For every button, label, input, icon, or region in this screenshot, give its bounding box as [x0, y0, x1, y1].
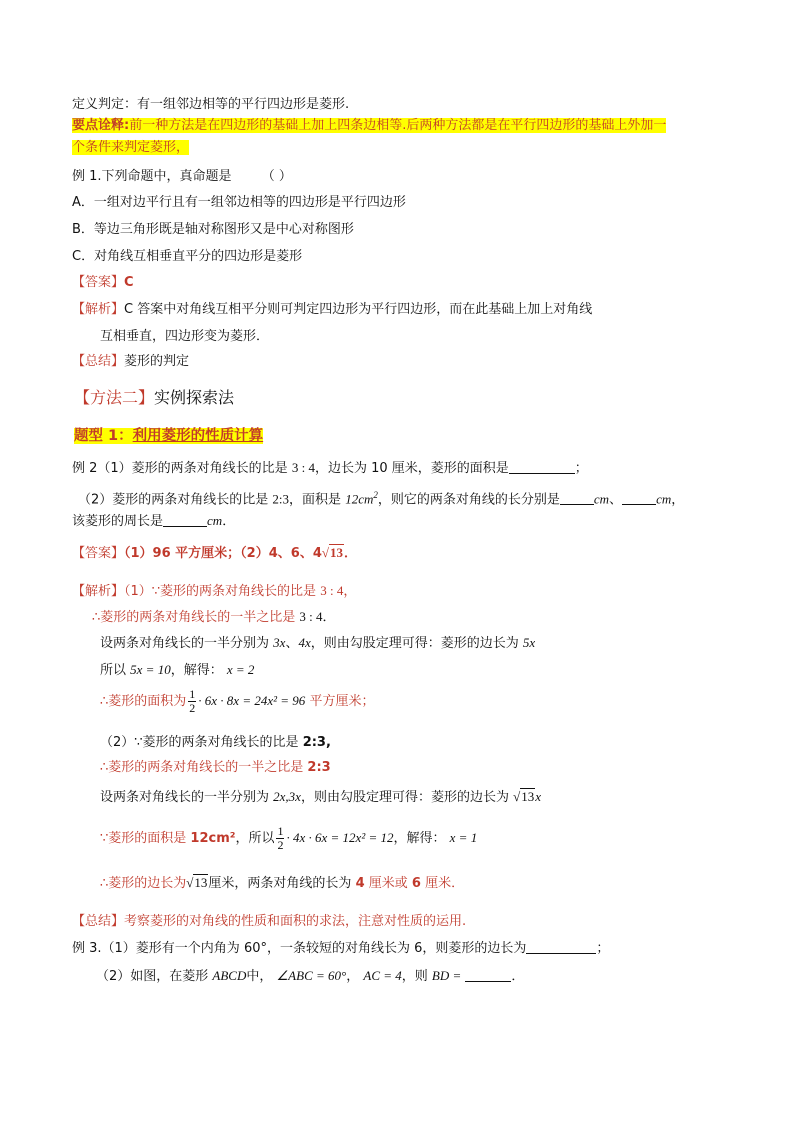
- ex2-a2-3c: ，则由勾股定理可得：菱形的边长为: [300, 790, 509, 805]
- ex2-a2-3-radicand: 13: [521, 789, 535, 804]
- ex2-a2-2a: ∴菱形的两条对角线长的一半之比是: [100, 760, 304, 775]
- ex2-analysis-1-5: [100, 686, 374, 717]
- ex1-option-a-text: A．一组对边平行且有一组邻边相等的四边形是平行四边形: [72, 195, 406, 210]
- method-two-heading: [74, 386, 234, 410]
- ex2-q2-prefix: （2）菱形的两条对角线长的比是: [78, 492, 269, 508]
- ex2-a1-3c: 、: [285, 636, 299, 651]
- type-one-heading: [74, 425, 263, 447]
- fraction-numerator: 1: [277, 824, 284, 838]
- ex2-a2-4-fraction: [276, 825, 284, 852]
- ex2-a2-5c: 厘米，两条对角线的长为: [208, 876, 352, 891]
- ex2-a1-3b: 3x: [273, 635, 286, 650]
- ex3-q1-text: 例 3.（1）菱形有一个内角为 60°，一条较短的对角线长为 6，则菱形的边长为: [72, 941, 527, 956]
- ex2-q2-period: ．: [222, 514, 236, 529]
- ex2-a2-4e: ，解得：: [393, 831, 446, 846]
- ex2-q2-area-exponent: 2: [373, 490, 378, 500]
- ex2-a1-4b: 5x = 10: [130, 662, 171, 677]
- answer-label: 【答案】: [72, 546, 125, 561]
- ex2-a2-4d: · 4x · 6x = 12x² = 12: [286, 830, 394, 845]
- method-two-title: 实例探索法: [154, 388, 235, 407]
- ex2-q1-prefix: 例 2（1）菱形的两条对角线长的比是: [72, 461, 288, 476]
- ex2-answer-sqrt: √13: [321, 545, 344, 560]
- ex2-q2: [78, 485, 684, 510]
- ex2-a2-4a: ∵菱形的面积是: [100, 831, 187, 846]
- ex2-a1-5a: ∴菱形的面积为: [100, 694, 187, 709]
- ex3-q1-blank: [526, 939, 596, 954]
- ex3-q2c: 中，: [246, 969, 273, 984]
- ex1-answer-paren: （ ）: [261, 169, 292, 184]
- ex2-a1-2a: ∴菱形的两条对角线长的一半之比是: [92, 610, 296, 625]
- ex1-answer: [72, 273, 134, 293]
- ex2-a1-3f: 5x: [522, 635, 536, 650]
- analysis-label: 【解析】: [72, 302, 125, 317]
- ex2-a1-5c: 平方厘米；: [309, 694, 375, 709]
- ex2-a1-3d: 4x: [298, 635, 311, 650]
- ex2-analysis-2-4: [100, 823, 477, 854]
- analysis-label: 【解析】: [72, 584, 125, 599]
- method-two-bracket: 【方法二】: [74, 388, 155, 407]
- ex3-q1: [72, 939, 609, 959]
- ex2-a2-5a: ∴菱形的边长为: [100, 876, 187, 891]
- ex2-q2-blank-3: [163, 512, 207, 527]
- ex1-option-b: [72, 220, 354, 240]
- ex2-a1-4d: x = 2: [226, 662, 255, 677]
- ex2-a2-1b: 2:3,: [302, 735, 331, 750]
- ex2-summary: [72, 912, 466, 932]
- summary-text: 菱形的判定: [124, 354, 190, 369]
- ex1-analysis-2: [100, 327, 269, 347]
- ex2-q1-blank: [509, 459, 575, 474]
- ex2-q2-unit-2: cm: [656, 491, 672, 507]
- ex2-analysis-1-1: [72, 581, 356, 602]
- ex2-a2-5-radicand: 13: [194, 875, 208, 890]
- fraction-denominator: 2: [277, 838, 284, 852]
- ex1-option-a: [72, 193, 406, 213]
- ex2-analysis-2-1: [100, 733, 331, 753]
- ex2-a2-2b: 2:3: [307, 760, 331, 775]
- key-point-label: 要点诠释:: [72, 118, 130, 133]
- ex2-q2-line2: [72, 511, 235, 532]
- ex2-q1-end: ；: [574, 461, 588, 476]
- ex3-q2i: ．: [511, 969, 525, 984]
- ex2-a1-1a: （1）∵菱形的两条对角线长的比是: [124, 584, 317, 599]
- definition-line: [72, 95, 349, 115]
- ex3-q2e: ，: [346, 969, 360, 984]
- ex2-a2-5g: 厘米．: [425, 876, 465, 891]
- ex2-a2-4b: 12cm²: [190, 831, 236, 846]
- ex1-summary: [72, 352, 189, 372]
- key-point-text-2: 个条件来判定菱形，: [72, 140, 190, 155]
- ex2-q1: [72, 458, 588, 479]
- ex3-q2d: ∠ABC = 60°: [276, 968, 347, 983]
- ex2-q2-perimeter-text: 该菱形的周长是: [72, 514, 164, 529]
- fraction-numerator: 1: [189, 687, 196, 701]
- analysis-text-1: C 答案中对角线互相平分则可判定四边形为平行四边形，而在此基础上加上对角线: [124, 302, 593, 317]
- ex2-analysis-1-2: [92, 607, 336, 628]
- ex1-analysis-1: [72, 300, 592, 320]
- ex2-q2-unit-1: cm: [593, 491, 610, 507]
- ex2-analysis-1-4: [100, 660, 254, 681]
- ex2-q2-blank-1: [560, 490, 594, 505]
- ex2-a1-4a: 所以: [100, 663, 127, 678]
- fraction-denominator: 2: [189, 701, 196, 715]
- ex3-q2-blank: [465, 967, 511, 982]
- ex2-q2-blank-2: [622, 490, 656, 505]
- ex2-a2-3e: x: [535, 789, 542, 804]
- ex2-a2-4f: x = 1: [449, 830, 478, 845]
- ex2-q2-area: 12cm: [345, 491, 374, 507]
- ex1-question-text: 例 1.下列命题中，真命题是: [72, 169, 232, 184]
- ex2-answer-radicand: 13: [330, 545, 344, 560]
- ex2-a1-3e: ，则由勾股定理可得：菱形的边长为: [310, 636, 519, 651]
- ex2-a2-5d: 4: [355, 876, 365, 891]
- ex2-a2-4c: ，所以: [235, 831, 275, 846]
- ex2-q1-mid: ，边长为 10 厘米，菱形的面积是: [314, 461, 509, 476]
- ex3-q2b: ABCD: [212, 968, 247, 983]
- ex1-question: [72, 167, 292, 187]
- key-point-line-2: [72, 138, 189, 158]
- ex2-analysis-2-2: [100, 758, 331, 778]
- definition-text: 定义判定：有一组邻边相等的平行四边形是菱形.: [72, 97, 350, 112]
- ex2-a2-3-sqrt: √13: [513, 789, 535, 804]
- key-point-line-1: [72, 116, 666, 136]
- answer-value: C: [124, 275, 134, 290]
- ex2-a1-2b: 3 : 4: [299, 609, 323, 624]
- ex2-answer-text: （1）96 平方厘米；（2）4、6、4: [124, 546, 322, 561]
- summary-label: 【总结】: [72, 354, 125, 369]
- ex3-q2f: AC = 4: [363, 968, 402, 983]
- ex2-q2-end: ，: [671, 492, 685, 508]
- ex2-summary-text: 考察菱形的对角线的性质和面积的求法，注意对性质的运用.: [124, 914, 467, 929]
- ex1-option-c-text: C．对角线互相垂直平分的四边形是菱形: [72, 249, 303, 264]
- ex2-q2-ratio: 2:3: [272, 491, 290, 507]
- ex2-q2-mid2: ，则它的两条对角线的长分别是: [377, 492, 560, 508]
- ex3-q2a: （2）如图，在菱形: [96, 969, 209, 984]
- ex2-a2-5f: 6: [411, 876, 421, 891]
- ex2-a1-3a: 设两条对角线长的一半分别为: [100, 636, 270, 651]
- ex2-a1-2c: ．: [322, 610, 336, 625]
- ex2-a2-1a: （2）∵菱形的两条对角线长的比是: [100, 735, 299, 750]
- ex2-a1-1c: ，: [343, 584, 357, 599]
- ex2-analysis-2-5: [100, 873, 464, 894]
- ex2-q2-unit-3: cm: [207, 513, 223, 528]
- ex2-a1-5-fraction: [188, 688, 196, 715]
- ex2-a1-4c: ，解得：: [170, 663, 223, 678]
- ex2-a1-5b: · 6x · 8x = 24x² = 96: [198, 693, 306, 708]
- ex2-a2-5-sqrt: √13: [186, 875, 208, 890]
- type-one-prefix: 题型 1：: [74, 428, 133, 444]
- ex2-a2-5e: 厘米或: [368, 876, 408, 891]
- ex2-q2-mid: ，面积是: [289, 492, 342, 508]
- ex1-option-c: [72, 247, 302, 267]
- summary-label: 【总结】: [72, 914, 125, 929]
- ex2-analysis-2-3: [100, 787, 541, 808]
- ex2-q1-ratio: 3 : 4: [291, 460, 315, 475]
- ex3-q2: [96, 966, 524, 987]
- ex2-answer: 【答案】（1）96 平方厘米；（2）4、6、4√13．: [72, 545, 358, 561]
- ex1-option-b-text: B．等边三角形既是轴对称图形又是中心对称图形: [72, 222, 354, 237]
- analysis-text-2: 互相垂直，四边形变为菱形．: [100, 329, 270, 344]
- ex2-a2-3a: 设两条对角线长的一半分别为: [100, 790, 270, 805]
- ex2-q2-sep: 、: [609, 492, 623, 508]
- ex2-a1-1b: 3 : 4: [320, 583, 344, 598]
- ex2-analysis-1-3: [100, 633, 535, 654]
- ex3-q1-end: ；: [596, 941, 610, 956]
- key-point-text-1: 前一种方法是在四边形的基础上加上四条边相等.后两种方法都是在平行四边形的基础上外加一: [129, 118, 667, 133]
- ex3-q2h: BD =: [431, 968, 462, 983]
- ex2-a2-3b: 2x,3x: [273, 789, 301, 804]
- answer-label: 【答案】: [72, 275, 125, 290]
- ex3-q2g: ，则: [401, 969, 428, 984]
- type-one-title: 利用菱形的性质计算: [132, 428, 264, 444]
